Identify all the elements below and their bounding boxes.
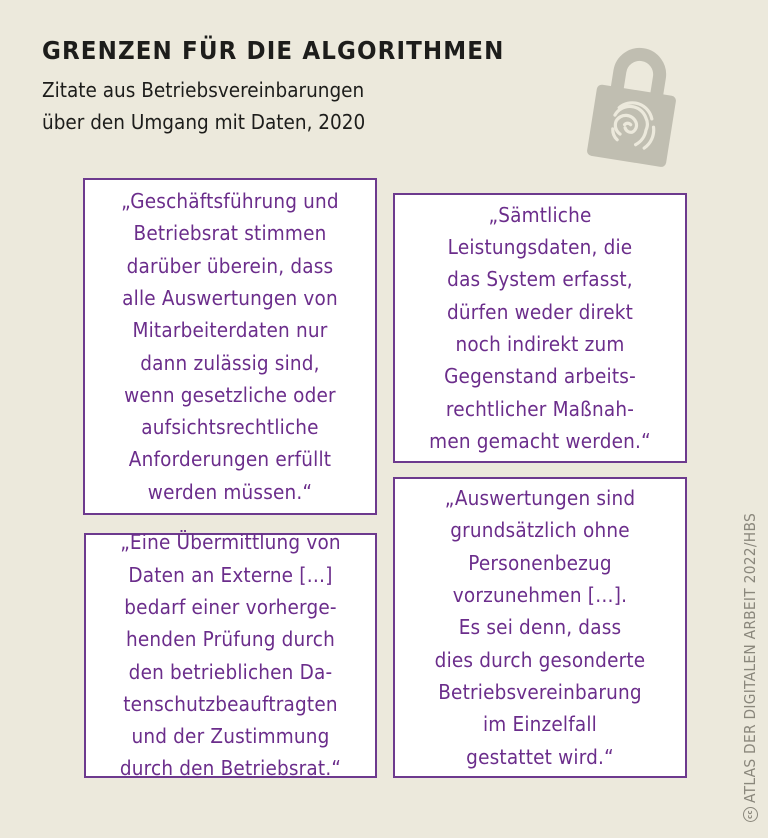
quote-line: wenn gesetzliche oder bbox=[124, 382, 336, 407]
quote-line: Betriebsvereinbarung bbox=[438, 679, 642, 704]
quote-line: „Eine Übermittlung von bbox=[120, 530, 341, 555]
quote-line: tenschutzbeauftragten bbox=[123, 691, 338, 716]
quote-line: darüber überein, dass bbox=[126, 253, 334, 278]
page-title: GRENZEN FÜR DIE ALGORITHMEN bbox=[42, 36, 505, 65]
quote-line: „Geschäftsführung und bbox=[121, 189, 339, 214]
quote-line: werden müssen.“ bbox=[147, 479, 313, 504]
creative-commons-icon: cc bbox=[743, 807, 758, 822]
quote-line: Betriebsrat stimmen bbox=[133, 221, 327, 246]
quote-line: rechtlicher Maßnah- bbox=[445, 396, 635, 421]
quote-line: grundsätzlich ohne bbox=[450, 518, 630, 543]
quote-line: im Einzelfall bbox=[482, 712, 597, 737]
quote-line: Gegenstand arbeits- bbox=[444, 364, 636, 389]
quote-line: vorzunehmen […]. bbox=[452, 583, 628, 608]
quote-line: men gemacht werden.“ bbox=[429, 428, 651, 453]
credit-text: ATLAS DER DIGITALEN ARBEIT 2022/HBS bbox=[741, 513, 759, 803]
quote-line: henden Prüfung durch bbox=[126, 627, 335, 652]
quote-box bbox=[84, 530, 377, 781]
quote-line: noch indirekt zum bbox=[455, 332, 625, 356]
quote-line: das System erfasst, bbox=[447, 267, 633, 292]
quote-line: gestattet wird.“ bbox=[466, 744, 614, 769]
quote-line: Mitarbeiterdaten nur bbox=[132, 318, 328, 343]
page-subtitle bbox=[42, 74, 365, 138]
quote-line: dann zulässig sind, bbox=[140, 350, 320, 375]
quote-line: dürfen weder direkt bbox=[446, 299, 634, 324]
quote-line: und der Zustimmung bbox=[131, 724, 330, 749]
quote-line: bedarf einer vorherge- bbox=[124, 594, 337, 619]
quote-line: alle Auswertungen von bbox=[122, 285, 338, 310]
quote-line: „Sämtliche bbox=[488, 202, 592, 227]
quote-line: Leistungsdaten, die bbox=[447, 235, 633, 260]
lock-fingerprint-icon bbox=[584, 40, 684, 172]
quote-box bbox=[393, 193, 687, 463]
quote-line: „Auswertungen sind bbox=[444, 486, 636, 511]
quote-box bbox=[393, 477, 687, 778]
subtitle-line: über den Umgang mit Daten, 2020 bbox=[42, 110, 366, 134]
subtitle-line: Zitate aus Betriebsvereinbarungen bbox=[42, 78, 365, 102]
quote-line: Anforderungen erfüllt bbox=[128, 447, 332, 472]
quote-line: Es sei denn, dass bbox=[458, 615, 622, 640]
quote-line: dies durch gesonderte bbox=[434, 647, 646, 672]
quote-box bbox=[83, 178, 377, 515]
quote-line: durch den Betriebsrat.“ bbox=[119, 756, 342, 781]
quote-line: aufsichtsrechtliche bbox=[141, 415, 319, 440]
quote-line: Daten an Externe […] bbox=[128, 562, 333, 587]
quote-line: den betrieblichen Da- bbox=[128, 659, 333, 684]
credit-line bbox=[741, 488, 759, 822]
quote-line: Personenbezug bbox=[468, 550, 612, 575]
